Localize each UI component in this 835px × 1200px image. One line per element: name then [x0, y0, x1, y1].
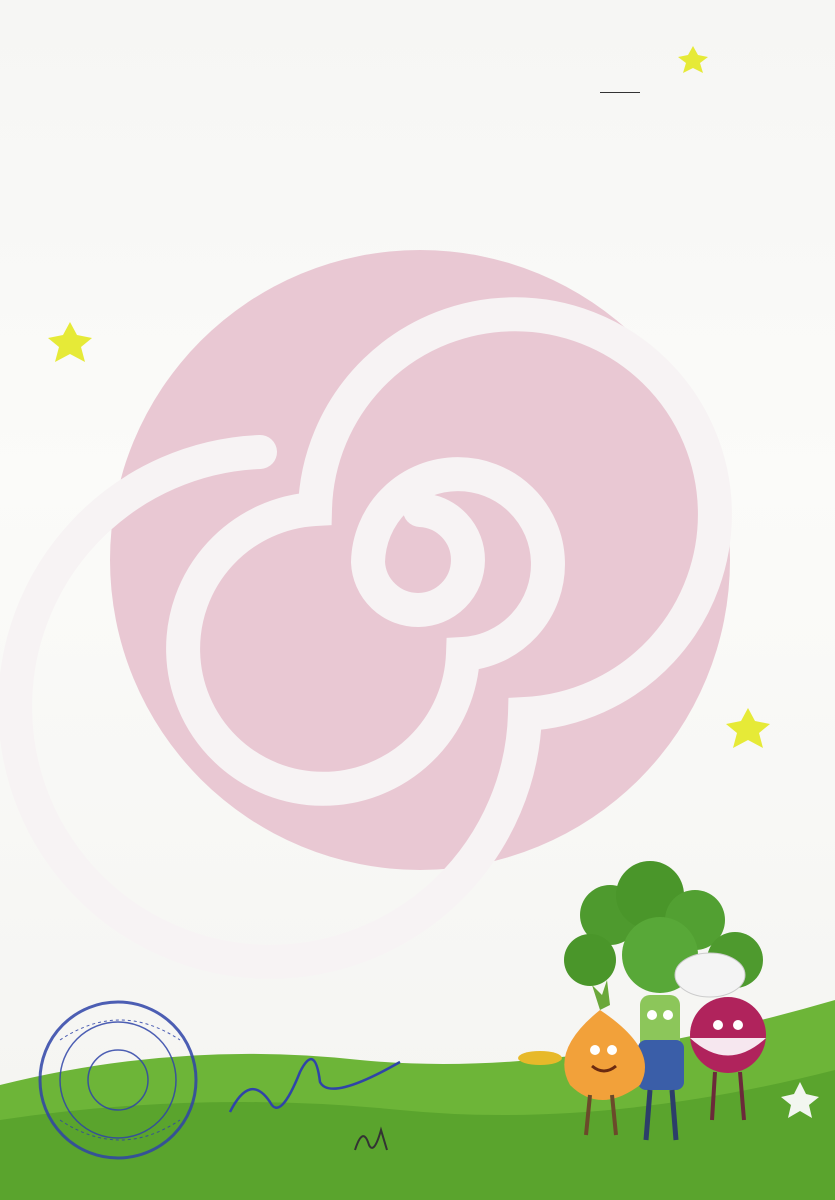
star-decoration — [726, 708, 770, 748]
pink-spiral-decoration — [15, 250, 730, 962]
star-decoration — [678, 46, 708, 73]
star-decoration — [48, 322, 92, 362]
date-day-handwritten — [600, 92, 640, 93]
